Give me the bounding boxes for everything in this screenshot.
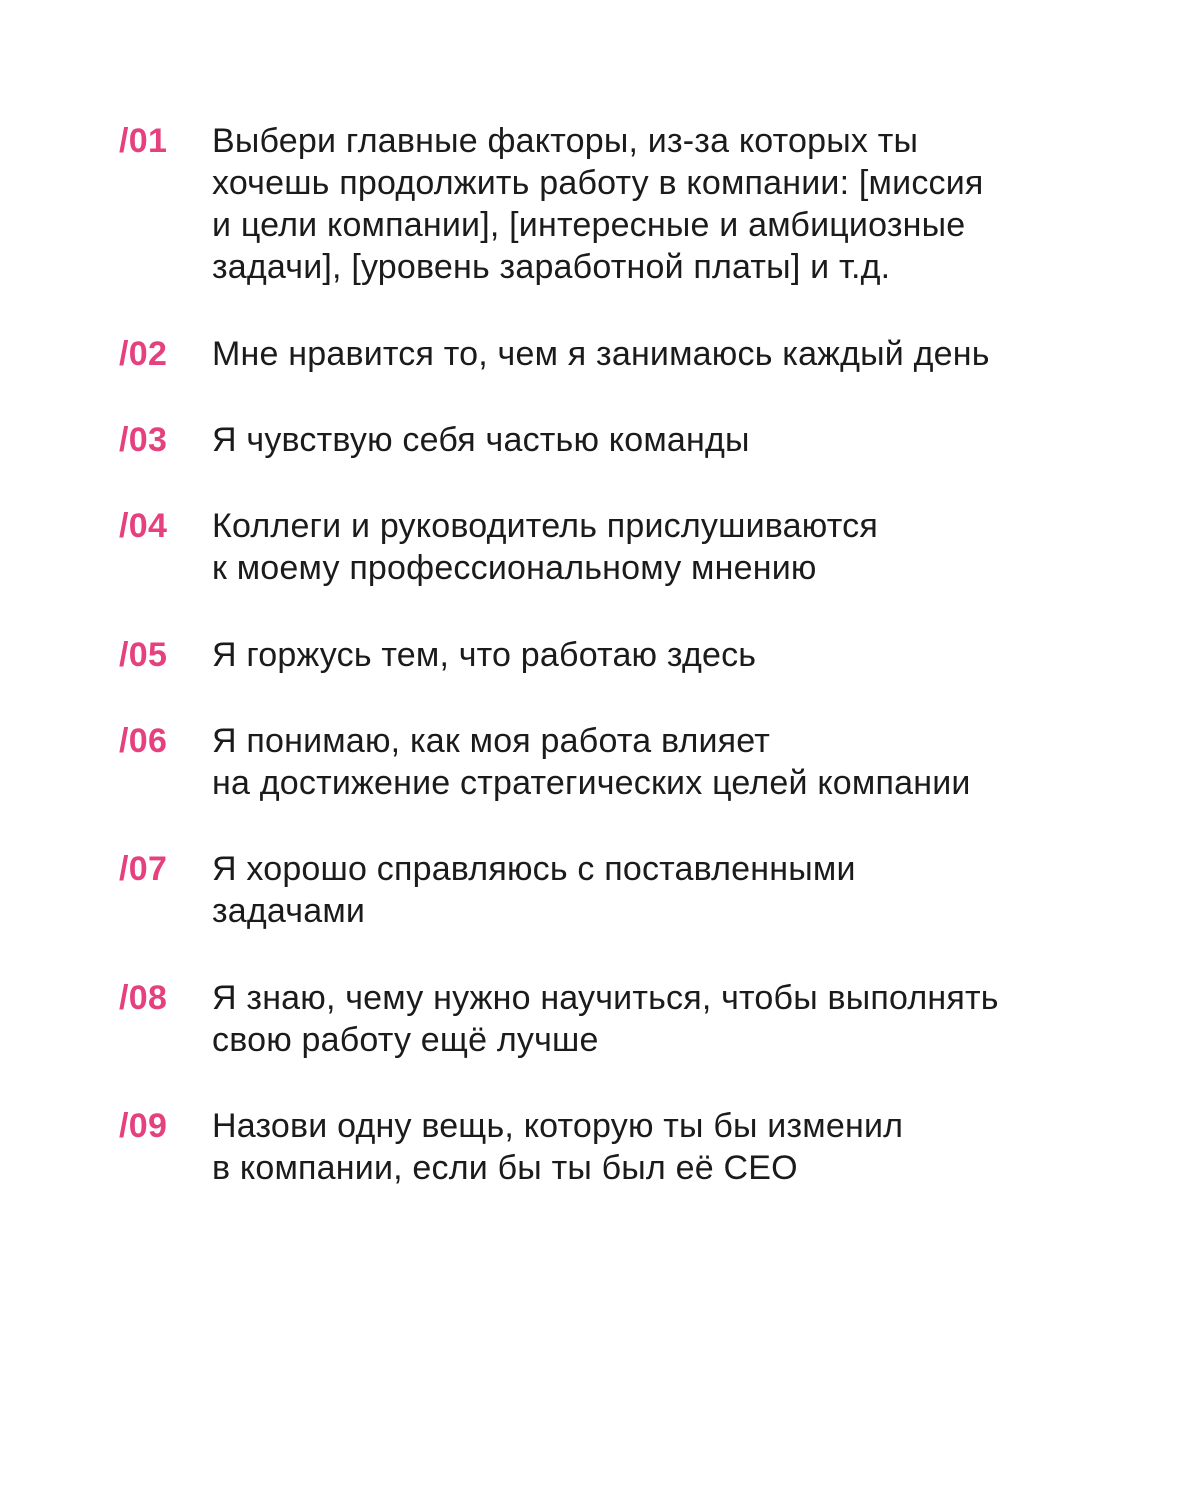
item-text-line: Мне нравится то, чем я занимаюсь каждый день bbox=[212, 335, 990, 373]
item-number: /08 bbox=[119, 979, 168, 1017]
item-text-line: к моему профессиональному мнению bbox=[212, 549, 817, 587]
item-text-line: Я понимаю, как моя работа влияет bbox=[212, 722, 771, 760]
item-text-line: задачами bbox=[212, 892, 366, 930]
item-text bbox=[212, 120, 1092, 288]
item-number: /03 bbox=[119, 421, 168, 459]
item-text-line: Я знаю, чему нужно научиться, чтобы выполнять bbox=[212, 979, 999, 1017]
item-text-line: на достижение стратегических целей компании bbox=[212, 764, 971, 802]
item-text-line: Назови одну вещь, которую ты бы изменил bbox=[212, 1107, 904, 1145]
item-text-line: Я чувствую себя частью команды bbox=[212, 421, 750, 459]
item-number: /06 bbox=[119, 722, 168, 760]
item-text bbox=[212, 333, 1092, 375]
item-number: /04 bbox=[119, 507, 168, 545]
item-text bbox=[212, 977, 1092, 1061]
item-number: /07 bbox=[119, 850, 168, 888]
item-text-line: Выбери главные факторы, из-за которых ты bbox=[212, 122, 919, 160]
item-number: /05 bbox=[119, 636, 168, 674]
item-text-line: задачи], [уровень заработной платы] и т.д. bbox=[212, 248, 891, 286]
item-text-line: Я горжусь тем, что работаю здесь bbox=[212, 636, 757, 674]
item-text-line: Коллеги и руководитель прислушиваются bbox=[212, 507, 878, 545]
item-text bbox=[212, 848, 1092, 932]
item-text-line: и цели компании], [интересные и амбициозные bbox=[212, 206, 966, 244]
item-text-line: хочешь продолжить работу в компании: [миссия bbox=[212, 164, 984, 202]
item-text bbox=[212, 634, 1092, 676]
item-number: /02 bbox=[119, 335, 168, 373]
item-number: /09 bbox=[119, 1107, 168, 1145]
item-text bbox=[212, 1105, 1092, 1189]
item-text bbox=[212, 720, 1092, 804]
item-text bbox=[212, 419, 1092, 461]
item-text-line: Я хорошо справляюсь с поставленными bbox=[212, 850, 856, 888]
item-number: /01 bbox=[119, 122, 168, 160]
item-text bbox=[212, 505, 1092, 589]
item-text-line: в компании, если бы ты был её CEO bbox=[212, 1149, 798, 1187]
item-text-line: свою работу ещё лучше bbox=[212, 1021, 599, 1059]
